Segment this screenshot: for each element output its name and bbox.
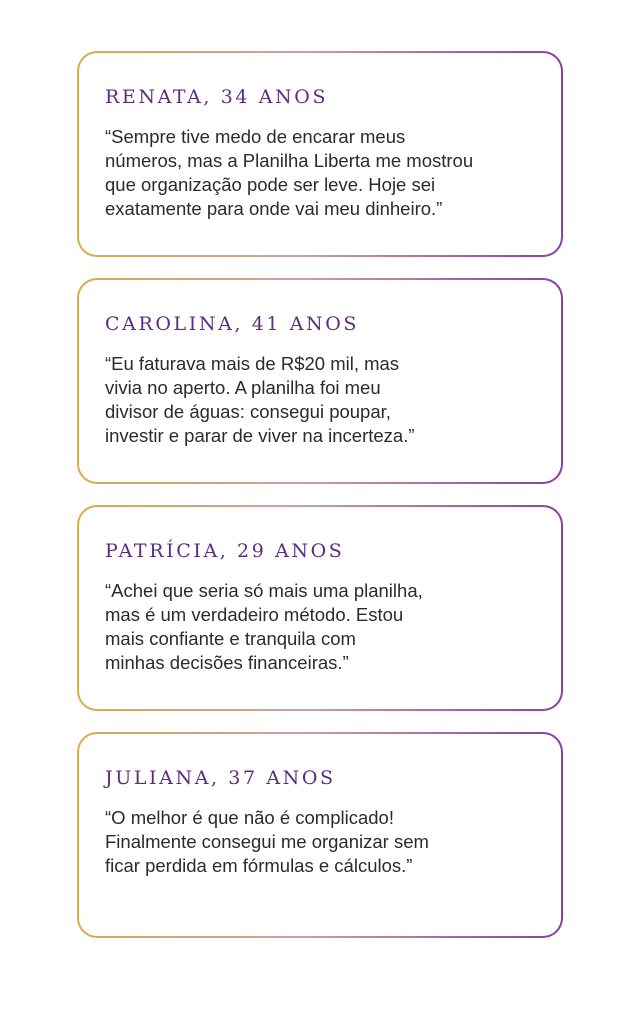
- testimonial-quote: “Eu faturava mais de R$20 mil, mas vivia no aperto. A planilha foi meu divisor de águas: consegui poupar, investir e parar de viver na incerteza.”: [105, 353, 415, 446]
- testimonial-quote: “O melhor é que não é complicado! Finalmente consegui me organizar sem ficar perdida em fórmulas e cálculos.”: [105, 807, 429, 876]
- testimonial-card-body: [79, 53, 561, 255]
- testimonial-author: JULIANA, 37 ANOS: [105, 767, 336, 789]
- testimonial-quote: “Sempre tive medo de encarar meus números, mas a Planilha Liberta me mostrou que organização pode ser leve. Hoje sei exatamente para onde vai meu dinheiro.”: [105, 126, 474, 219]
- testimonial-card-body: [79, 280, 561, 482]
- testimonial-author: PATRÍCIA, 29 ANOS: [105, 540, 345, 562]
- testimonial-author: RENATA, 34 ANOS: [105, 86, 329, 108]
- testimonial-card-body: [79, 734, 561, 936]
- testimonial-card-renata: [77, 51, 563, 257]
- testimonial-card-body: [79, 507, 561, 709]
- testimonial-author: CAROLINA, 41 ANOS: [105, 313, 360, 335]
- testimonial-card-carolina: [77, 278, 563, 484]
- testimonial-card-patricia: [77, 505, 563, 711]
- testimonials-list: [77, 51, 563, 959]
- testimonial-quote: “Achei que seria só mais uma planilha, mas é um verdadeiro método. Estou mais confiante e tranquila com minhas decisões financeiras.”: [105, 580, 423, 673]
- testimonial-card-juliana: [77, 732, 563, 938]
